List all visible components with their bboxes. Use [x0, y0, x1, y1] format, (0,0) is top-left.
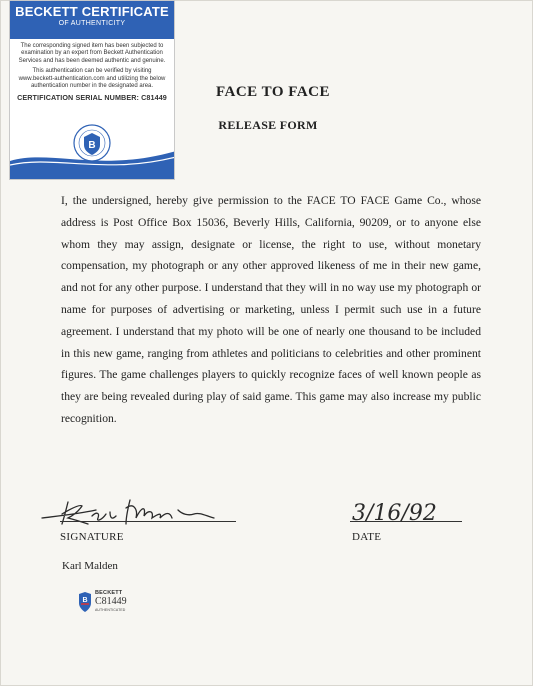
certificate-header — [10, 1, 174, 39]
beckett-hologram-sticker — [78, 590, 148, 616]
hologram-brand: BECKETT — [95, 590, 123, 596]
signature-label: SIGNATURE — [60, 531, 124, 543]
svg-text:B: B — [88, 140, 96, 151]
handwritten-signature — [38, 494, 238, 530]
beckett-logo-icon — [78, 592, 92, 612]
certificate-subtitle: OF AUTHENTICITY — [58, 20, 126, 27]
serial-number: C81449 — [141, 93, 167, 103]
serial-label: CERTIFICATION SERIAL NUMBER: — [17, 93, 140, 103]
certificate-text — [10, 39, 174, 90]
handwritten-date — [348, 488, 468, 532]
document-title: FACE TO FACE — [215, 84, 331, 100]
hologram-serial: C81449 — [95, 596, 127, 607]
date-label: DATE — [352, 531, 382, 543]
release-form-body: I, the undersigned, hereby give permission to the FACE TO FACE Game Co., whose address is Post Office Box 15036, Beverly Hills, California, 90209, or to anyone else whom they may assign, designate or license, the right to use, without monetary compensation, my photograph or any other approved likeness of me in their new game, and not for any other purpose. I understand that they will in no way use my photograph or name for purposes of advertising or marketing, unless I permit such use in a future agreement. I understand that my photo will be one of nearly one thousand to be included in this new game, ranging from athletes and politicians to celebrities and other prominent figures. The game challenges players to quickly recognize faces of well known people as they are being revealed during play of said game. This game may also increase my public recognition. — [61, 194, 481, 425]
beckett-certificate-sticker — [9, 0, 175, 180]
hologram-caption: AUTHENTICATED — [95, 608, 126, 612]
svg-text:3/16/92: 3/16/92 — [352, 501, 437, 526]
beckett-seal-icon — [72, 123, 112, 163]
certificate-paragraph-1: The corresponding signed item has been subjected to examination by an expert from Beckett Authentication Services and has been deemed authentic and genuine. — [18, 43, 166, 64]
certificate-serial — [10, 93, 174, 102]
certificate-paragraph-2: This authentication can be verified by visiting www.beckett-authentication.com and utilizing the below authentication number in the designated area. — [18, 68, 166, 90]
printed-name: Karl Malden — [62, 560, 118, 572]
document-subtitle: RELEASE FORM — [218, 118, 318, 132]
signature-line — [60, 521, 236, 522]
date-line — [350, 521, 462, 522]
svg-text:B: B — [82, 597, 88, 604]
certificate-title: BECKETT CERTIFICATE — [15, 4, 169, 19]
